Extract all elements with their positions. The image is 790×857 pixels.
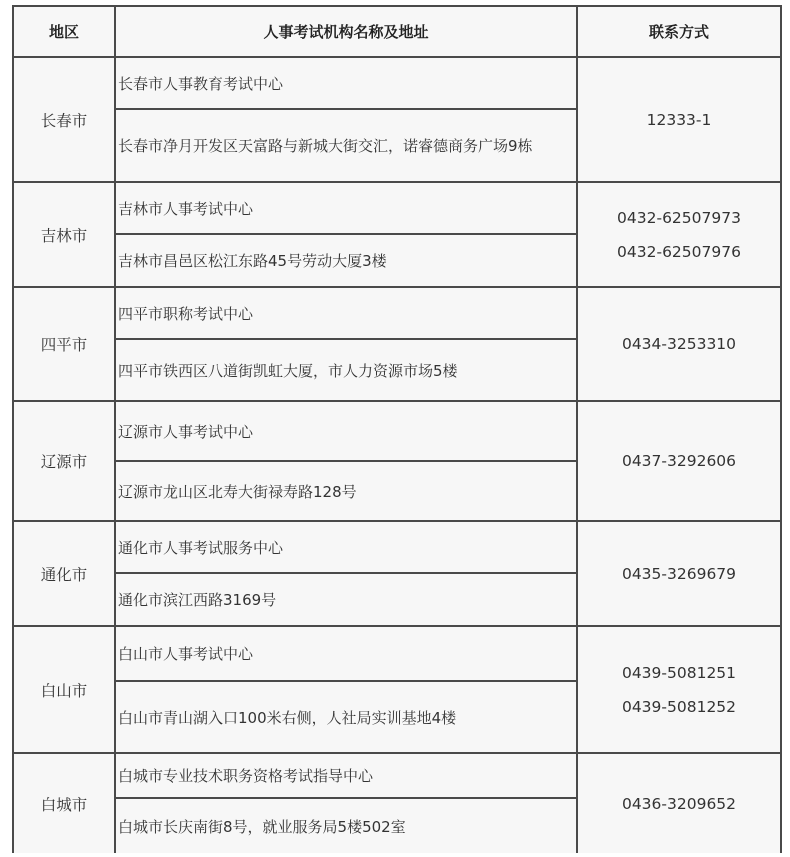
phone-number: 0437-3292606 <box>621 452 737 470</box>
region-cell: 辽源市 <box>13 401 115 521</box>
phone-number: 0439-5081251 <box>621 663 737 682</box>
exam-institutions-table-wrapper <box>12 5 782 853</box>
region-cell: 白城市 <box>13 753 115 853</box>
org-address-cell: 四平市铁西区八道街凯虹大厦，市人力资源市场5楼 <box>115 339 577 401</box>
header-region: 地区 <box>13 6 115 57</box>
region-cell: 白山市 <box>13 626 115 753</box>
phone-number: 0435-3269679 <box>621 564 737 583</box>
phone-number: 12333-1 <box>646 110 712 129</box>
region-cell: 通化市 <box>13 521 115 626</box>
org-name-cell: 白城市专业技术职务资格考试指导中心 <box>115 753 577 798</box>
table-body <box>13 57 781 853</box>
region-cell: 吉林市 <box>13 182 115 287</box>
org-name-cell: 白山市人事考试中心 <box>115 626 577 681</box>
table-row <box>13 753 781 798</box>
table-row <box>13 57 781 109</box>
table-row <box>13 182 781 234</box>
header-org: 人事考试机构名称及地址 <box>115 6 577 57</box>
phone-cell <box>577 626 781 753</box>
org-address-cell: 长春市净月开发区天富路与新城大街交汇，诺睿德商务广场9栋 <box>115 109 577 182</box>
org-name-cell: 长春市人事教育考试中心 <box>115 57 577 109</box>
table-row <box>13 287 781 339</box>
org-name-cell: 辽源市人事考试中心 <box>115 401 577 461</box>
org-name-cell: 吉林市人事考试中心 <box>115 182 577 234</box>
exam-institutions-table <box>12 5 782 853</box>
region-cell: 四平市 <box>13 287 115 401</box>
phone-number: 0432-62507976 <box>617 242 741 261</box>
org-address-cell: 白山市青山湖入口100米右侧，人社局实训基地4楼 <box>115 681 577 753</box>
phone-cell <box>577 753 781 853</box>
org-name-cell: 四平市职称考试中心 <box>115 287 577 339</box>
org-address-cell: 辽源市龙山区北寿大街禄寿路128号 <box>115 461 577 521</box>
phone-number: 0432-62507973 <box>617 208 741 227</box>
phone-cell <box>577 182 781 287</box>
table-row <box>13 626 781 681</box>
phone-number: 0439-5081252 <box>621 697 737 716</box>
org-address-cell: 通化市滨江西路3169号 <box>115 573 577 626</box>
phone-cell <box>577 401 781 521</box>
table-row <box>13 401 781 461</box>
org-name-cell: 通化市人事考试服务中心 <box>115 521 577 573</box>
phone-cell <box>577 57 781 182</box>
org-address-cell: 吉林市昌邑区松江东路45号劳动大厦3楼 <box>115 234 577 287</box>
org-address-cell: 白城市长庆南街8号，就业服务局5楼502室 <box>115 798 577 853</box>
phone-cell <box>577 521 781 626</box>
table-header-row <box>13 6 781 57</box>
phone-number: 0434-3253310 <box>621 335 737 353</box>
table-row <box>13 521 781 573</box>
region-cell: 长春市 <box>13 57 115 182</box>
phone-number: 0436-3209652 <box>621 794 737 813</box>
phone-cell <box>577 287 781 401</box>
header-contact: 联系方式 <box>577 6 781 57</box>
